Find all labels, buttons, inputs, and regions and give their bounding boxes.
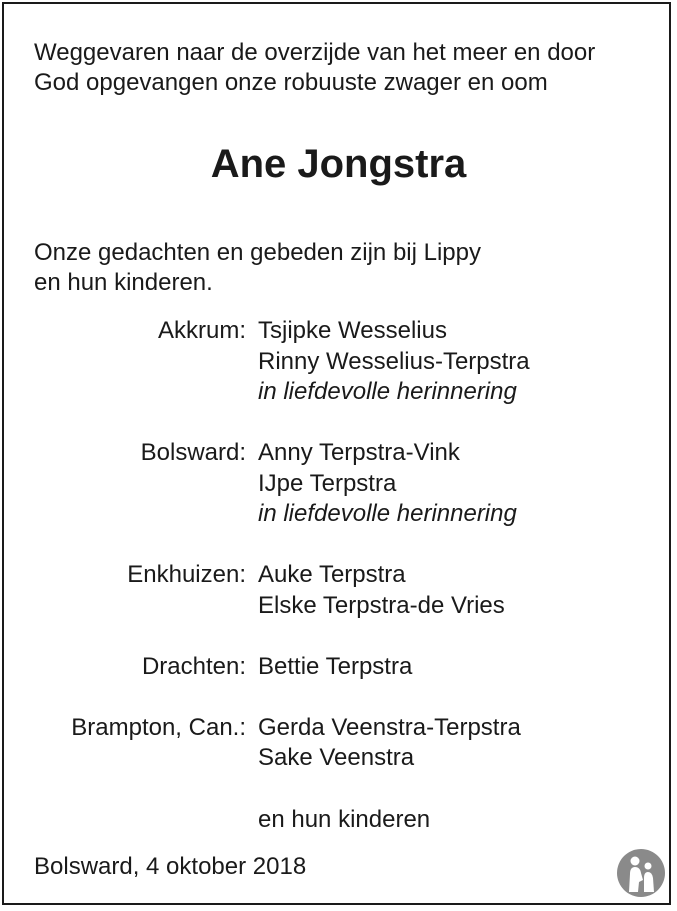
thoughts-line: Onze gedachten en gebeden zijn bij Lippy [34,239,481,266]
names-block [246,438,517,530]
family-name: Auke Terpstra [258,561,406,588]
family-name: Sake Veenstra [258,744,415,771]
place-label: Drachten: [141,652,246,680]
memorial-figures-icon [616,848,666,898]
family-group-enkhuizen [0,560,677,621]
memorial-note: in liefdevolle herinnering [258,500,517,527]
family-group-brampton [0,713,677,774]
opening-line: God opgevangen onze robuuste zwager en oom [34,69,548,96]
place-label: Enkhuizen: [127,561,246,588]
family-group-akkrum [0,316,677,408]
thoughts-line: en hun kinderen. [34,269,213,296]
family-group-bolsward [0,438,677,530]
family-name: Rinny Wesselius-Terpstra [258,347,530,375]
place-label: Bolsward: [140,439,246,466]
place-label: Akkrum: [157,317,246,344]
family-group-drachten [0,652,677,683]
closing-children: en hun kinderen [258,806,431,833]
place-date: Bolsward, 4 oktober 2018 [34,853,307,880]
place-label: Brampton, Can.: [71,713,246,741]
memorial-note: in liefdevolle herinnering [258,378,517,405]
family-list [0,316,677,804]
thoughts-text [34,238,654,298]
names-block [246,316,530,408]
opening-text [34,38,654,98]
family-name: Tsjipke Wesselius [258,317,447,344]
opening-line: Weggevaren naar de overzijde van het meer en door [34,39,596,66]
family-name: Anny Terpstra-Vink [258,439,460,466]
names-block [246,652,412,683]
family-name: Gerda Veenstra-Terpstra [258,713,521,741]
deceased-name: Ane Jongstra [210,142,467,186]
names-block [246,713,521,774]
family-name: Elske Terpstra-de Vries [258,591,505,619]
names-block [246,560,505,621]
family-name: IJpe Terpstra [258,469,397,497]
family-name: Bettie Terpstra [258,652,413,680]
